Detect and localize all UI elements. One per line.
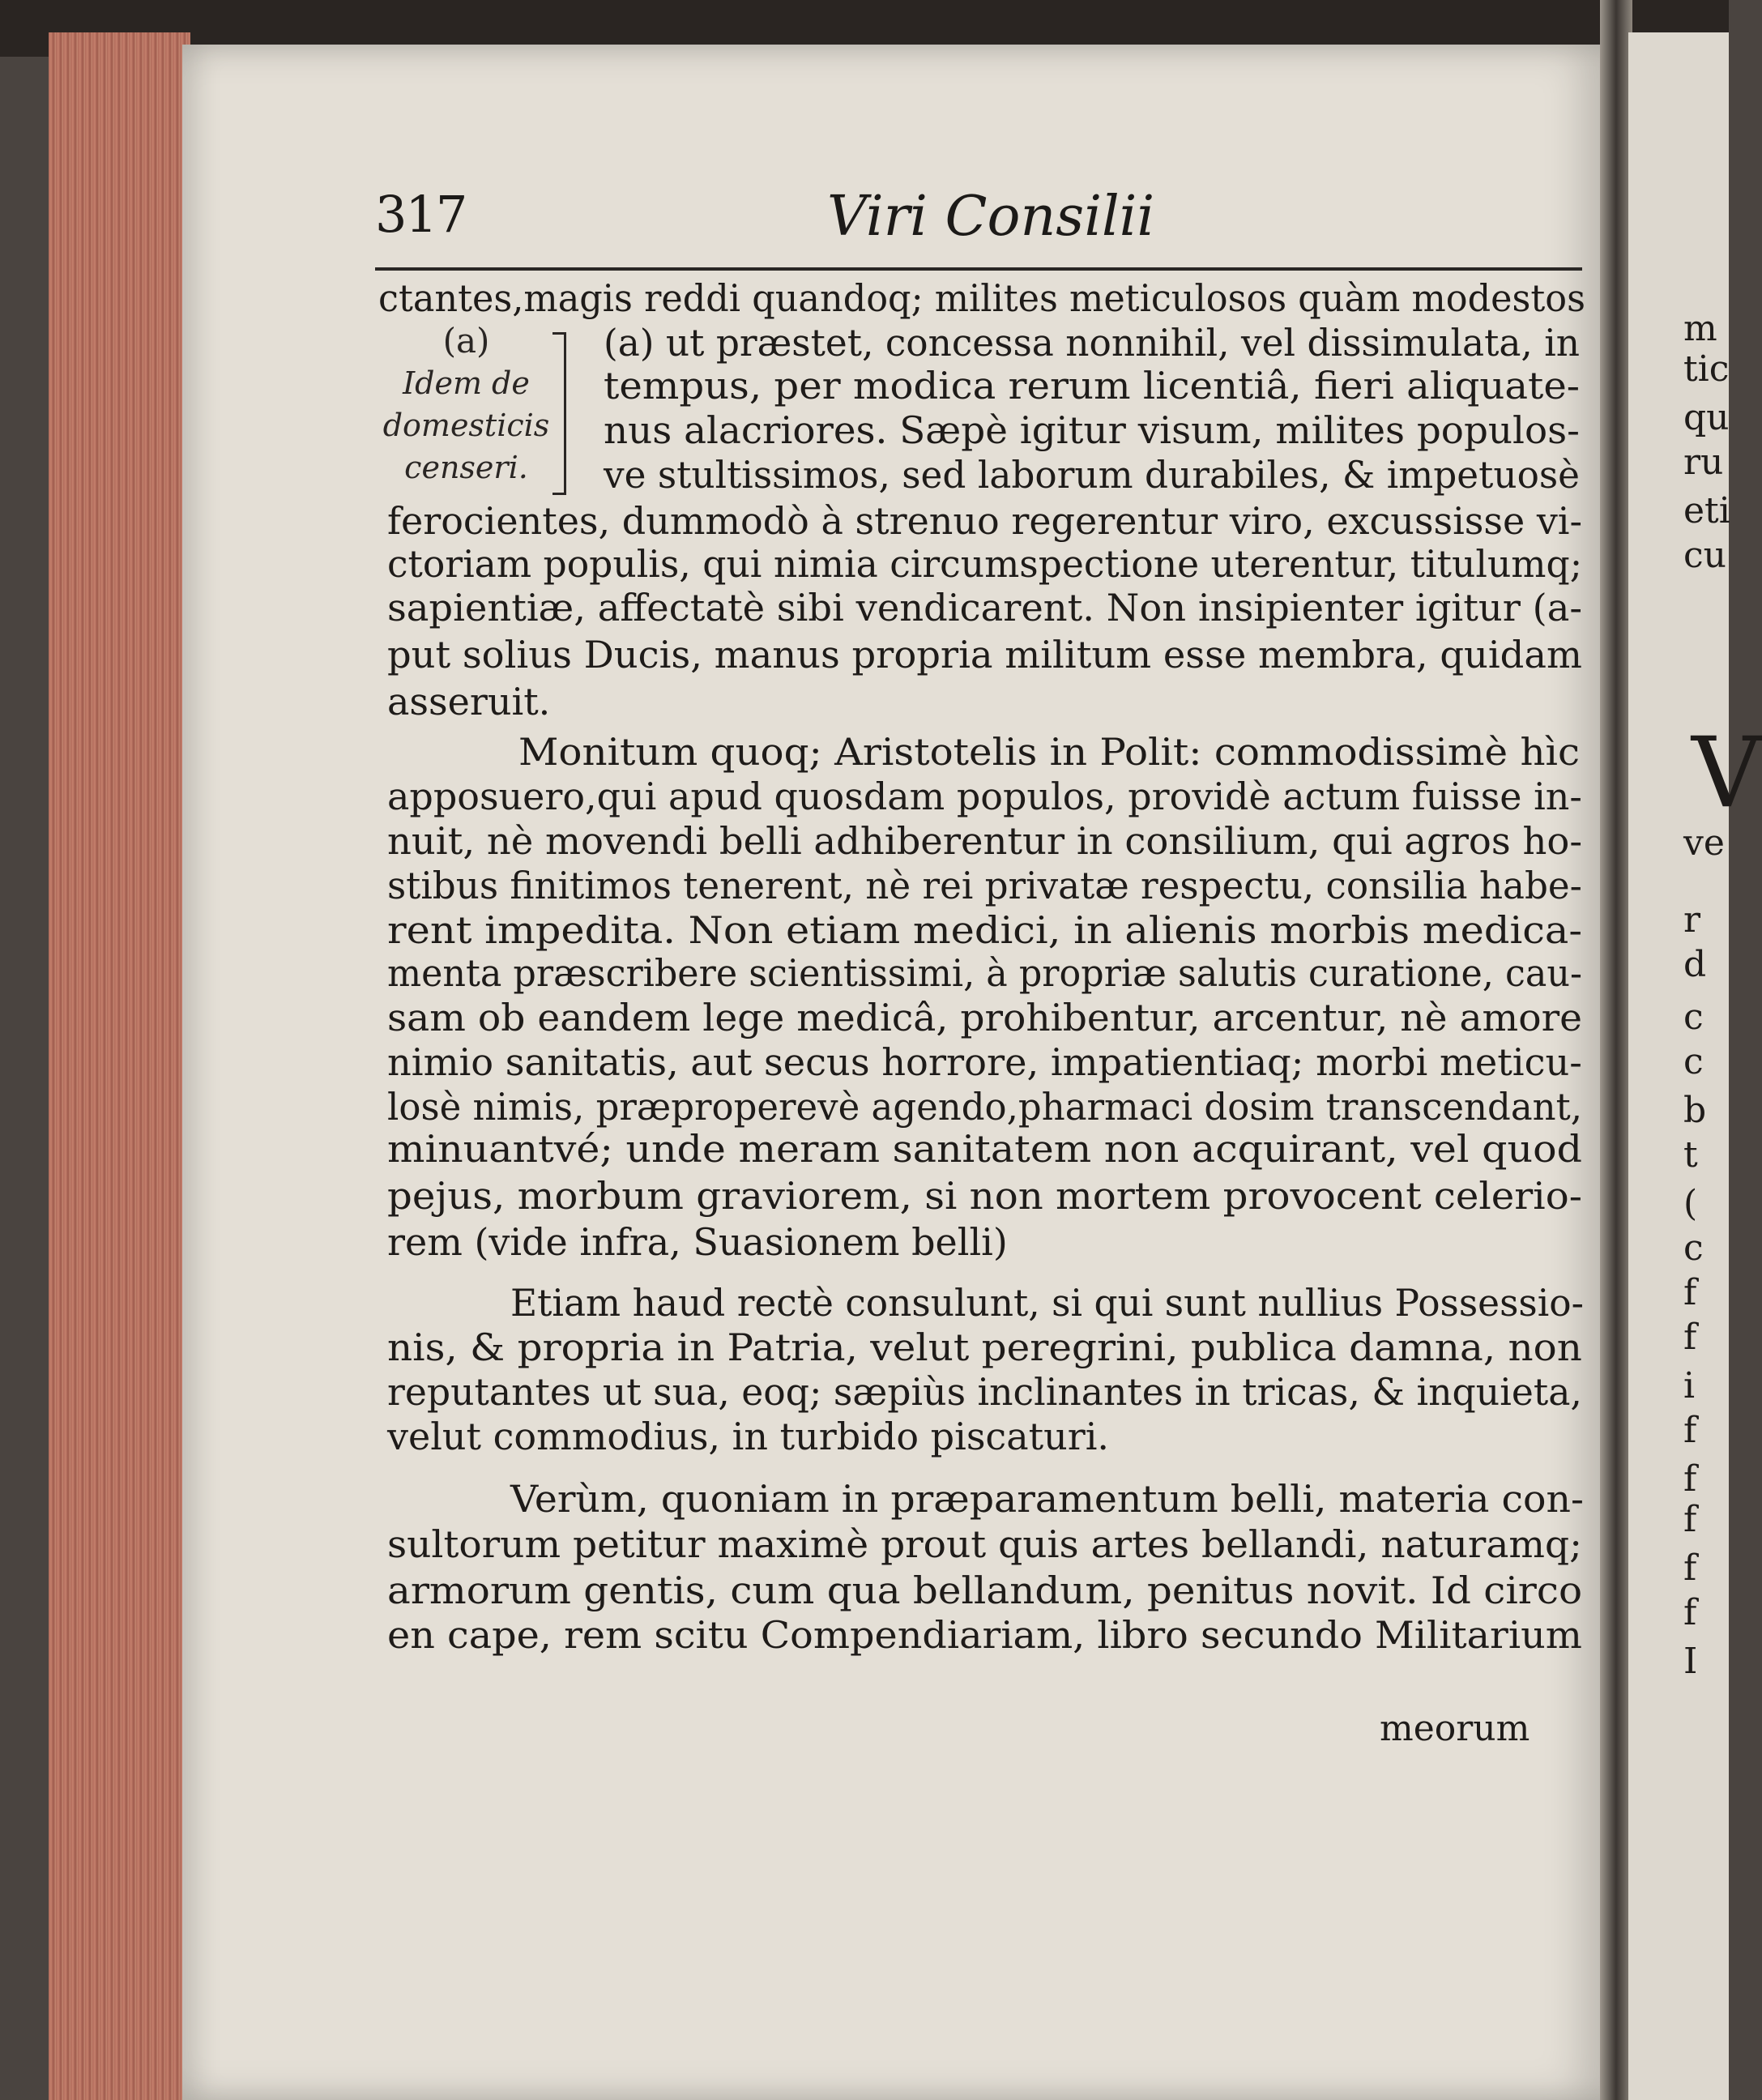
next-page-fragment: cu — [1683, 535, 1726, 576]
running-head: Viri Consilii — [827, 185, 1155, 249]
text-line: rent impedita. Non etiam medici, in alienis morbis medica- — [387, 908, 1583, 952]
next-page-fragment: f — [1683, 1499, 1697, 1540]
text-line: put solius Ducis, manus propria militum esse membra, quidam — [387, 633, 1582, 677]
text-line: nimio sanitatis, aut secus horrore, impatientiaq; morbi meticu- — [387, 1040, 1582, 1084]
next-page-fragment: qu — [1683, 397, 1730, 438]
text-line: rem (vide infra, Suasionem belli) — [387, 1220, 1008, 1264]
next-page-fragment: ru — [1683, 442, 1724, 483]
text-line: ve stultissimos, sed laborum durabiles, & impetuosè — [604, 453, 1580, 497]
text-line: en cape, rem scitu Compendiariam, libro secundo Militarium — [387, 1613, 1582, 1657]
margin-note-line: domesticis — [382, 408, 550, 443]
text-line: Monitum quoq; Aristotelis in Polit: commodissimè hìc — [518, 730, 1581, 774]
next-page-fragment: f — [1683, 1592, 1697, 1633]
margin-note-line: Idem de — [403, 365, 530, 401]
text-line: sam ob eandem lege medicâ, prohibentur, arcentur, nè amore — [387, 996, 1582, 1039]
text-line: ferocientes, dummodò à strenuo regerentur viro, excussisse vi- — [387, 499, 1583, 543]
next-page-fragment: I — [1683, 1641, 1698, 1682]
text-line: nus alacriores. Sæpè igitur visum, milites populos- — [604, 408, 1580, 452]
page-header — [375, 185, 1582, 266]
next-page-fragment: tic — [1683, 348, 1730, 390]
page-block-edge — [49, 32, 190, 2100]
text-line: stibus finitimos tenerent, nè rei privatæ respectu, consilia habe- — [387, 864, 1582, 907]
text-line: pejus, morbum graviorem, si non mortem provocent celerio- — [387, 1174, 1582, 1218]
text-line: velut commodius, in turbido piscaturi. — [387, 1415, 1110, 1458]
text-line: losè nimis, præproperevè agendo,pharmaci dosim transcendant, — [387, 1085, 1583, 1129]
next-page-fragment: r — [1683, 899, 1701, 941]
margin-note-brace — [552, 332, 566, 495]
next-page-fragment: d — [1683, 944, 1707, 985]
next-page-fragment: f — [1683, 1458, 1697, 1500]
text-line: apposuero,qui apud quosdam populos, providè actum fuisse in- — [387, 775, 1582, 818]
header-rule — [375, 267, 1582, 271]
next-page-fragment: f — [1683, 1272, 1697, 1313]
next-page-fragment: ( — [1683, 1183, 1698, 1224]
text-line: ctantes,magis reddi quandoq; milites meticulosos quàm modestos — [378, 276, 1585, 320]
text-line: minuantvé; unde meram sanitatem non acquirant, vel quod — [387, 1127, 1582, 1171]
text-line: nis, & propria in Patria, velut peregrini, publica damna, non — [387, 1325, 1582, 1369]
next-page-fragment: f — [1683, 1410, 1697, 1451]
next-page-fragment: f — [1683, 1317, 1697, 1358]
margin-note-line: censeri. — [404, 450, 528, 485]
next-page-fragment: ve — [1683, 822, 1725, 864]
book-gutter — [1600, 0, 1632, 2100]
next-page-fragment: m — [1683, 308, 1717, 349]
page-number: 317 — [375, 185, 467, 244]
text-line: sultorum petitur maximè prout quis artes bellandi, naturamq; — [387, 1522, 1582, 1566]
next-page-fragment: c — [1683, 997, 1704, 1038]
text-line: Etiam haud rectè consulunt, si qui sunt nullius Possessio- — [510, 1281, 1584, 1325]
text-line: tempus, per modica rerum licentiâ, fieri aliquate- — [604, 364, 1581, 408]
text-line: Verùm, quoniam in præparamentum belli, materia con- — [510, 1477, 1584, 1521]
text-line: ctoriam populis, qui nimia circumspectione uterentur, titulumq; — [387, 542, 1583, 586]
text-line: (a) ut præstet, concessa nonnihil, vel dissimulata, in — [604, 321, 1581, 365]
margin-note — [363, 320, 570, 489]
next-page-fragment: b — [1683, 1090, 1707, 1131]
next-page-fragment: f — [1683, 1547, 1697, 1589]
catchword: meorum — [1380, 1708, 1530, 1749]
text-line: menta præscribere scientissimi, à propriæ salutis curatione, cau- — [387, 951, 1582, 995]
next-page-fragment: V — [1692, 717, 1762, 830]
next-page-fragment: t — [1683, 1134, 1698, 1176]
next-page-fragment: i — [1683, 1365, 1696, 1406]
text-line: reputantes ut sua, eoq; sæpiùs inclinantes in tricas, & inquieta, — [387, 1370, 1582, 1414]
text-line: armorum gentis, cum qua bellandum, penitus novit. Id circo — [387, 1569, 1583, 1612]
next-page-fragment: c — [1683, 1041, 1704, 1082]
text-line: asseruit. — [387, 680, 551, 723]
next-page-fragment: c — [1683, 1227, 1704, 1269]
text-line: nuit, nè movendi belli adhiberentur in consilium, qui agros ho- — [387, 819, 1583, 863]
next-page-fragment: eti — [1683, 490, 1730, 531]
margin-note-marker: (a) — [442, 321, 490, 361]
text-line: sapientiæ, affectatè sibi vendicarent. Non insipienter igitur (a- — [387, 586, 1582, 630]
